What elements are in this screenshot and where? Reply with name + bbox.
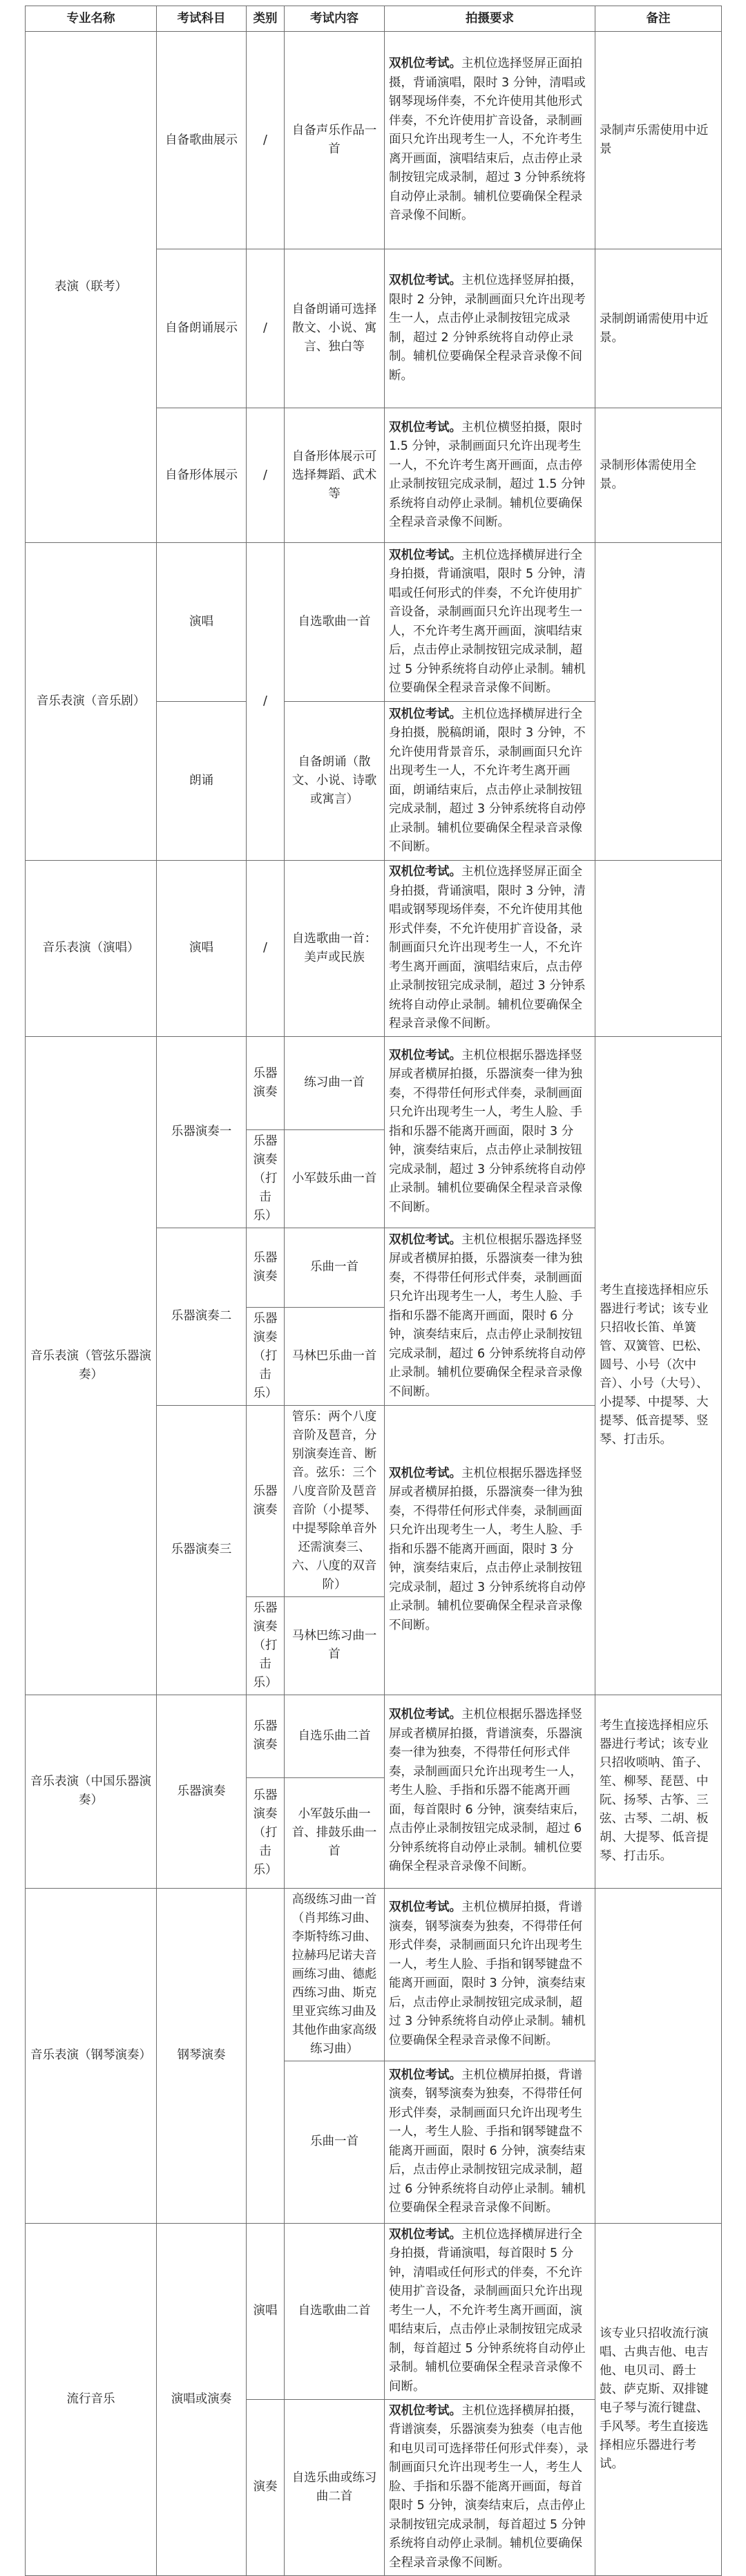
category: 演唱	[247, 2223, 285, 2399]
note: 考生直接选择相应乐器进行考试；该专业只招收唢呐、笛子、笙、柳琴、琵琶、中阮、扬琴、古筝、三弦、古琴、二胡、板胡、大提琴、低音提琴、打击乐。	[595, 1695, 722, 1888]
note	[595, 1888, 722, 2223]
exam-content: 自选歌曲一首：美声或民族	[285, 861, 385, 1037]
exam-content: 乐曲一首	[285, 1228, 385, 1307]
exam-content: 自选乐曲或练习曲二首	[285, 2399, 385, 2575]
major-name: 表演（联考）	[26, 32, 157, 543]
req-text: 主机位根据乐器选择竖屏或者横屏拍摄，乐器演奏一律为独奏，不得带任何形式伴奏，录制画面只允许出现考生一人，考生人脸、手指和乐器不能离开画面，限时 3 分钟，演奏结束后，点击停止录制按钮完成录制，超过 3 分钟系统将自动停止录制。辅机位要确保全程录音录像不间断。	[389, 1466, 586, 1632]
recording-requirements	[385, 1405, 595, 1695]
note	[595, 861, 722, 1037]
category: 乐器演奏（打击乐）	[247, 1129, 285, 1228]
req-heading: 双机位考试。	[389, 1466, 461, 1480]
category: 乐器演奏（打击乐）	[247, 1777, 285, 1888]
major-name: 流行音乐	[26, 2223, 157, 2575]
recording-requirements	[385, 2061, 595, 2223]
req-text: 主机位横屏拍摄，背谱演奏，钢琴演奏为独奏，不得带任何形式伴奏，录制画面只允许出现考生一人，考生人脸、手指和钢琴键盘不能离开画面，限时 6 分钟，演奏结束后，点击停止录制按钮完成录制，超过 6 分钟系统将自动停止录制。辅机位要确保全程录音录像不间断。	[389, 2068, 586, 2215]
major-name: 音乐表演（中国乐器演奏）	[26, 1695, 157, 1888]
header-category: 类别	[247, 6, 285, 32]
req-heading: 双机位考试。	[389, 1900, 461, 1914]
exam-content: 高级练习曲一首（肖邦练习曲、李斯特练习曲、拉赫玛尼诺夫音画练习曲、德彪西练习曲、斯克里亚宾练习曲及其他作曲家高级练习曲）	[285, 1888, 385, 2061]
category: 乐器演奏（打击乐）	[247, 1596, 285, 1695]
subject-name: 乐器演奏二	[157, 1228, 247, 1405]
table-header-row	[26, 6, 722, 32]
exam-content: 自备形体展示可选择舞蹈、武术等	[285, 408, 385, 543]
category: 乐器演奏	[247, 1228, 285, 1307]
table-row	[26, 543, 722, 702]
req-text: 主机位选择横屏进行全身拍摄，脱稿朗诵，限时 3 分钟，不允许使用背景音乐，录制画面只允许出现考生一人，不允许考生离开画面，朗诵结束后，点击停止录制按钮完成录制，超过 3 分钟系统将自动停止录制。辅机位要确保全程录音录像不间断。	[389, 707, 586, 854]
exam-content: 练习曲一首	[285, 1036, 385, 1129]
req-text: 主机位选择横屏进行全身拍摄，背诵演唱，限时 5 分钟，清唱或任何形式的伴奏，不允许使用扩音设备，录制画面只允许出现考生一人，不允许考生离开画面，演唱结束后，点击停止录制按钮完成录制，超过 5 分钟系统将自动停止录制。辅机位要确保全程录音录像不间断。	[389, 548, 586, 695]
category: /	[247, 543, 285, 861]
major-name: 音乐表演（钢琴演奏）	[26, 1888, 157, 2223]
req-heading: 双机位考试。	[389, 548, 461, 562]
category	[247, 1888, 285, 2223]
exam-content: 自备朗诵（散文、小说、诗歌或寓言）	[285, 702, 385, 861]
req-text: 主机位选择横屏拍摄，背谱演奏，乐器演奏为独奏（电吉他和电贝司可选择带任何形式伴奏），录制画面只允许出现考生一人，考生人脸、手指和乐器不能离开画面，每首限时 5 分钟，演奏结束后，点击停止录制按钮完成录制，每首超过 5 分钟系统将自动停止录制。辅机位要确保全程录音录像不间断。	[389, 2403, 589, 2570]
req-text: 主机位根据乐器选择竖屏或者横屏拍摄，背谱演奏，乐器演奏一律为独奏，不得带任何形式伴奏，录制画面只允许出现考生一人，考生人脸、手指和乐器不能离开画面，每首限时 6 分钟，演奏结束后，点击停止录制按钮完成录制，超过 6 分钟系统将自动停止录制。辅机位要确保全程录音录像不间断。	[389, 1708, 586, 1874]
req-text: 主机位选择横屏进行全身拍摄，背诵演唱，每首限时 5 分钟，清唱或任何形式的伴奏，不允许使用扩音设备，录制画面只允许出现考生一人，不允许考生离开画面，演唱结束后，点击停止录制按钮完成录制，每首超过 5 分钟系统将自动停止录制。辅机位要确保全程录音录像不间断。	[389, 2227, 586, 2394]
category: 乐器演奏（打击乐）	[247, 1307, 285, 1405]
note: 该专业只招收流行演唱、古典吉他、电吉他、电贝司、爵士鼓、萨克斯、双排键电子琴与流行键盘、手风琴。考生直接选择相应乐器进行考试。	[595, 2223, 722, 2575]
req-heading: 双机位考试。	[389, 865, 461, 879]
subject-name: 自备形体展示	[157, 408, 247, 543]
note: 录制形体需使用全景。	[595, 408, 722, 543]
category: 乐器演奏	[247, 1405, 285, 1596]
exam-content: 自选歌曲二首	[285, 2223, 385, 2399]
recording-requirements	[385, 702, 595, 861]
exam-content: 马林巴练习曲一首	[285, 1596, 385, 1695]
exam-content: 乐曲一首	[285, 2061, 385, 2223]
subject-name: 演唱	[157, 543, 247, 702]
category: 乐器演奏	[247, 1695, 285, 1777]
exam-content: 马林巴乐曲一首	[285, 1307, 385, 1405]
header-major: 专业名称	[26, 6, 157, 32]
recording-requirements	[385, 32, 595, 249]
note	[595, 543, 722, 861]
exam-content: 管乐：两个八度音阶及琶音，分别演奏连音、断音。弦乐：三个八度音阶及琶音音阶（小提琴、中提琴除单音外还需演奏三、六、八度的双音阶）	[285, 1405, 385, 1596]
req-heading: 双机位考试。	[389, 707, 461, 721]
subject-name: 朗诵	[157, 702, 247, 861]
category: /	[247, 861, 285, 1037]
subject-name: 自备歌曲展示	[157, 32, 247, 249]
req-heading: 双机位考试。	[389, 420, 461, 435]
req-text: 主机位选择竖屏正面全身拍摄，背诵演唱，限时 3 分钟，清唱或钢琴现场伴奏，不允许使用其他形式伴奏，不允许使用扩音设备，录制画面只允许出现考生一人，不允许考生离开画面，演唱结束后，点击停止录制按钮完成录制，超过 3 分钟系统将自动停止录制。辅机位要确保全程录音录像不间断。	[389, 865, 586, 1031]
major-name: 音乐表演（管弦乐器演奏）	[26, 1036, 157, 1695]
recording-requirements	[385, 543, 595, 702]
recording-requirements	[385, 2223, 595, 2399]
req-text: 主机位根据乐器选择竖屏或者横屏拍摄，乐器演奏一律为独奏，不得带任何形式伴奏，录制画面只允许出现考生一人，考生人脸、手指和乐器不能离开画面，限时 3 分钟，演奏结束后，点击停止录制按钮完成录制，超过 3 分钟系统将自动停止录制。辅机位要确保全程录音录像不间断。	[389, 1048, 586, 1214]
note: 录制声乐需使用中近景	[595, 32, 722, 249]
req-heading: 双机位考试。	[389, 2403, 461, 2418]
subject-name: 钢琴演奏	[157, 1888, 247, 2223]
category: /	[247, 249, 285, 408]
header-notes: 备注	[595, 6, 722, 32]
header-subject: 考试科目	[157, 6, 247, 32]
note: 录制朗诵需使用中近景。	[595, 249, 722, 408]
exam-content: 自选乐曲二首	[285, 1695, 385, 1777]
exam-content: 小军鼓乐曲一首、排鼓乐曲一首	[285, 1777, 385, 1888]
recording-requirements	[385, 249, 595, 408]
req-heading: 双机位考试。	[389, 274, 461, 287]
category: 演奏	[247, 2399, 285, 2575]
table-row	[26, 861, 722, 1037]
req-text: 主机位选择竖屏正面拍摄，背诵演唱，限时 3 分钟，清唱或钢琴现场伴奏，不允许使用其他形式伴奏，不允许使用扩音设备，录制画面只允许出现考生一人，不允许考生离开画面，演唱结束后，点击停止录制按钮完成录制，超过 3 分钟系统将自动停止录制。辅机位要确保全程录音录像不间断。	[389, 57, 586, 223]
exam-content: 自备朗诵可选择散文、小说、寓言、独白等	[285, 249, 385, 408]
exam-content: 自选歌曲一首	[285, 543, 385, 702]
subject-name: 演唱或演奏	[157, 2223, 247, 2575]
note: 考生直接选择相应乐器进行考试；该专业只招收长笛、单簧管、双簧管、巴松、圆号、小号（次中音）、小号（大号）、小提琴、中提琴、大提琴、低音提琴、竖琴、打击乐。	[595, 1036, 722, 1695]
subject-name: 演唱	[157, 861, 247, 1037]
req-heading: 双机位考试。	[389, 2068, 461, 2082]
req-text: 主机位横屏拍摄，背谱演奏，钢琴演奏为独奏，不得带任何形式伴奏，录制画面只允许出现考生一人，考生人脸、手指和钢琴键盘不能离开画面，限时 3 分钟，演奏结束后，点击停止录制按钮完成录制，超过 3 分钟系统将自动停止录制。辅机位要确保全程录音录像不间断。	[389, 1900, 586, 2048]
req-heading: 双机位考试。	[389, 1232, 461, 1247]
recording-requirements	[385, 1036, 595, 1228]
req-text: 主机位根据乐器选择竖屏或者横屏拍摄，乐器演奏一律为独奏，不得带任何形式伴奏，录制画面只允许出现考生一人，考生人脸、手指和乐器不能离开画面，限时 6 分钟，演奏结束后，点击停止录制按钮完成录制，超过 6 分钟系统将自动停止录制。辅机位要确保全程录音录像不间断。	[389, 1232, 586, 1399]
subject-name: 乐器演奏	[157, 1695, 247, 1888]
req-heading: 双机位考试。	[389, 1708, 461, 1722]
req-text: 主机位选择竖屏拍摄，限时 2 分钟，录制画面只允许出现考生一人，点击停止录制按钮完成录制，超过 2 分钟系统将自动停止录制。辅机位要确保全程录音录像不间断。	[389, 274, 586, 383]
subject-name: 乐器演奏三	[157, 1405, 247, 1695]
table-row	[26, 1695, 722, 1777]
recording-requirements	[385, 861, 595, 1037]
recording-requirements	[385, 408, 595, 543]
header-requirements: 拍摄要求	[385, 6, 595, 32]
req-text: 主机位横竖拍摄，限时 1.5 分钟，录制画面只允许出现考生一人，不允许考生离开画面，点击停止录制按钮完成录制，超过 1.5 分钟系统将自动停止录制。辅机位要确保全程录音录像不间断。	[389, 420, 585, 529]
recording-requirements	[385, 1888, 595, 2061]
table-row	[26, 32, 722, 249]
exam-content: 自备声乐作品一首	[285, 32, 385, 249]
major-name: 音乐表演（演唱）	[26, 861, 157, 1037]
exam-content: 小军鼓乐曲一首	[285, 1129, 385, 1228]
req-heading: 双机位考试。	[389, 1048, 461, 1062]
req-heading: 双机位考试。	[389, 2227, 461, 2242]
header-content: 考试内容	[285, 6, 385, 32]
recording-requirements	[385, 1228, 595, 1405]
table-row	[26, 1888, 722, 2061]
subject-name: 乐器演奏一	[157, 1036, 247, 1228]
subject-name: 自备朗诵展示	[157, 249, 247, 408]
major-name: 音乐表演（音乐剧）	[26, 543, 157, 861]
category: /	[247, 408, 285, 543]
category: 乐器演奏	[247, 1036, 285, 1129]
category: /	[247, 32, 285, 249]
table-row	[26, 2223, 722, 2399]
exam-requirements-table	[25, 6, 722, 2576]
recording-requirements	[385, 1695, 595, 1888]
req-heading: 双机位考试。	[389, 57, 461, 71]
recording-requirements	[385, 2399, 595, 2575]
table-row	[26, 1036, 722, 1129]
